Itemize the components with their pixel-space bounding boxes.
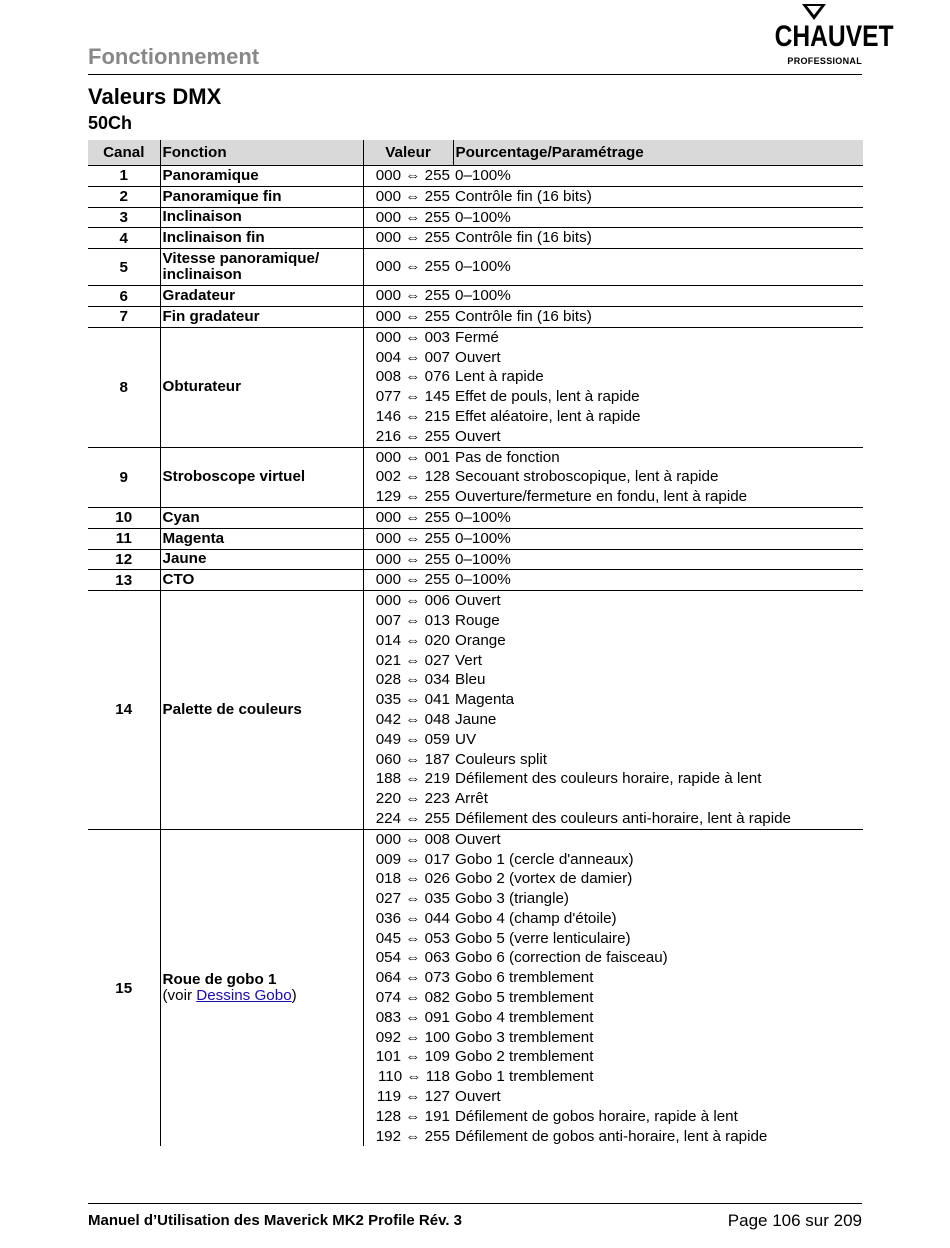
parametrage-cell [453,186,863,207]
value-description: Défilement des couleurs horaire, rapide à lent [455,770,762,788]
fonction-label: Obturateur [162,378,241,396]
value-description: 0–100% [455,167,511,184]
valeur-cell [363,591,453,830]
canal-cell: 11 [88,528,160,549]
valeur-cell [363,166,453,187]
value-description: Ouverture/fermeture en fondu, lent à rapide [455,488,748,506]
table-row [88,591,863,830]
table-row [88,186,863,207]
table-row [88,447,863,507]
header-canal: Canal [88,140,160,166]
fonction-label: Panoramique fin [162,187,282,205]
value-range: 129 ⇔ 255 [375,488,450,506]
value-range: 077 ⇔ 145 [375,388,450,406]
fonction-cell [160,228,363,249]
value-description: Gobo 5 tremblement [455,989,594,1007]
canal-cell: 3 [88,207,160,228]
value-description: Contrôle fin (16 bits) [455,187,592,205]
value-range: 216 ⇔ 255 [375,427,450,445]
value-range: 036 ⇔ 044 [375,909,450,927]
value-description: 0–100% [455,287,511,305]
fonction-label: Fin gradateur [162,307,260,325]
value-range: 101 ⇔ 109 [375,1048,450,1066]
fonction-cell [160,166,363,187]
fonction-label: Palette de couleurs [162,700,302,718]
canal-cell: 5 [88,249,160,286]
fonction-label: Jaune [162,550,207,568]
canal-cell: 8 [88,327,160,447]
fonction-note-suffix: ) [291,987,297,1005]
valeur-cell [363,570,453,591]
value-range: 007 ⇔ 013 [375,611,450,629]
table-row [88,249,863,286]
value-range: 064 ⇔ 073 [375,969,450,987]
value-description: 0–100% [455,258,511,276]
valeur-cell [363,286,453,307]
value-description: Gobo 1 tremblement [455,1068,594,1086]
value-description: Gobo 2 tremblement [455,1048,594,1066]
fonction-label: Inclinaison fin [162,229,265,247]
value-description: Défilement de gobos horaire, rapide à lent [455,1107,738,1125]
value-description: Gobo 1 (cercle d'anneaux) [455,850,634,868]
value-range: 000 ⇔ 255 [375,167,450,184]
canal-cell: 13 [88,570,160,591]
valeur-cell [363,549,453,570]
fonction-cell [160,549,363,570]
value-description: Fermé [455,328,499,346]
canal-cell: 7 [88,306,160,327]
valeur-cell [363,327,453,447]
value-range: 002 ⇔ 128 [375,468,450,486]
header-fonction: Fonction [160,140,363,166]
fonction-cell [160,306,363,327]
value-description: Contrôle fin (16 bits) [455,229,592,247]
value-range: 146 ⇔ 215 [375,407,450,425]
table-row [88,327,863,447]
parametrage-cell [453,447,863,507]
table-row [88,207,863,228]
valeur-cell [363,207,453,228]
value-range: 000 ⇔ 255 [375,258,450,276]
table-row [88,829,863,1146]
fonction-label: Inclinaison [162,208,242,226]
value-description: 0–100% [455,550,511,568]
parametrage-cell [453,327,863,447]
value-range: 000 ⇔ 006 [375,592,450,610]
value-range: 035 ⇔ 041 [375,691,450,709]
section-title: Fonctionnement [88,44,260,69]
value-range: 021 ⇔ 027 [375,651,450,669]
value-range: 004 ⇔ 007 [375,348,450,366]
canal-cell: 1 [119,167,128,185]
value-range: 000 ⇔ 255 [375,229,450,247]
valeur-cell [363,447,453,507]
value-description: Arrêt [455,790,488,808]
parametrage-cell [453,829,863,1146]
value-range: 000 ⇔ 008 [375,830,450,848]
value-description: Ouvert [455,830,501,848]
footer-page-number: Page 106 sur 209 [727,1211,862,1230]
value-range: 110 ⇔ 118 [377,1068,450,1086]
parametrage-cell [453,528,863,549]
table-row [88,570,863,591]
header-valeur: Valeur [363,140,453,166]
value-description: Magenta [455,691,515,709]
value-range: 000 ⇔ 255 [375,529,450,547]
fonction-label: Gradateur [162,287,236,305]
value-range: 049 ⇔ 059 [375,730,450,748]
dmx-table [88,140,863,1146]
value-range: 000 ⇔ 255 [375,571,450,589]
value-range: 224 ⇔ 255 [375,809,450,827]
fonction-label: Roue de gobo 1 [162,971,277,989]
value-description: Gobo 5 (verre lenticulaire) [455,929,631,947]
table-row [88,286,863,307]
fonction-cell [160,186,363,207]
value-description: Gobo 4 tremblement [455,1008,594,1026]
gobo-drawings-link[interactable]: Dessins Gobo [196,987,292,1005]
value-description: Gobo 6 tremblement [455,969,594,987]
value-range: 083 ⇔ 091 [375,1008,450,1026]
value-range: 000 ⇔ 255 [375,287,450,305]
fonction-cell [160,570,363,591]
fonction-cell [160,207,363,228]
value-description: UV [455,730,477,748]
canal-cell: 10 [88,507,160,528]
value-description: Vert [455,651,483,669]
value-description: Gobo 3 (triangle) [455,890,569,908]
valeur-cell [363,228,453,249]
page-title: Valeurs DMX [88,84,222,109]
value-range: 060 ⇔ 187 [375,750,450,768]
value-description: Gobo 3 tremblement [455,1028,594,1046]
value-description: 0–100% [455,529,511,547]
fonction-note-prefix: (voir [162,987,197,1005]
value-range: 000 ⇔ 255 [375,508,450,526]
valeur-cell [363,186,453,207]
value-range: 009 ⇔ 017 [375,850,450,868]
value-range: 042 ⇔ 048 [375,710,450,728]
value-range: 028 ⇔ 034 [375,671,450,689]
fonction-cell [160,447,363,507]
fonction-cell [160,327,363,447]
canal-cell: 6 [88,286,160,307]
canal-cell: 2 [88,186,160,207]
fonction-label: Magenta [162,529,225,547]
table-row [88,306,863,327]
parametrage-cell [453,286,863,307]
value-description: Ouvert [455,592,501,610]
parametrage-cell [453,507,863,528]
page-footer [88,1203,862,1230]
logo-subtext: PROFESSIONAL [787,56,862,66]
value-description: Bleu [455,671,486,689]
page-header [88,20,894,75]
value-range: 054 ⇔ 063 [375,949,450,967]
value-description: Lent à rapide [455,368,544,386]
fonction-cell [160,507,363,528]
parametrage-cell [453,249,863,286]
canal-cell: 9 [88,447,160,507]
value-description: Ouvert [455,1088,501,1106]
value-range: 000 ⇔ 003 [375,328,450,346]
value-range: 000 ⇔ 255 [375,187,450,205]
valeur-cell [363,829,453,1146]
canal-cell: 15 [88,829,160,1146]
canal-cell: 14 [88,591,160,830]
value-range: 188 ⇔ 219 [375,770,450,788]
fonction-label: Stroboscope virtuel [162,468,306,486]
value-description: 0–100% [455,571,511,589]
value-description: 0–100% [455,208,511,226]
value-range: 000 ⇔ 255 [375,307,450,325]
footer-manual-title: Manuel d’Utilisation des Maverick MK2 Profile Rév. 3 [88,1212,462,1229]
value-range: 119 ⇔ 127 [376,1088,450,1106]
fonction-label: CTO [162,571,195,589]
page-subtitle: 50Ch [88,113,133,133]
logo-text: CHAUVET [774,20,894,53]
table-row [88,166,863,187]
chauvet-logo [766,4,894,70]
valeur-cell [363,507,453,528]
parametrage-cell [453,549,863,570]
value-description: Contrôle fin (16 bits) [455,307,592,325]
value-description: Effet aléatoire, lent à rapide [455,407,641,425]
table-row [88,507,863,528]
value-description: Secouant stroboscopique, lent à rapide [455,468,719,486]
table-row [88,228,863,249]
table-row [88,528,863,549]
logo-mark-icon [802,4,826,20]
table-body [88,166,863,1147]
value-description: Couleurs split [455,750,548,768]
fonction-label: Cyan [162,508,200,526]
value-description: Ouvert [455,348,501,366]
value-range: 027 ⇔ 035 [375,890,450,908]
value-description: Gobo 4 (champ d'étoile) [455,909,617,927]
value-range: 092 ⇔ 100 [375,1028,450,1046]
table-row [88,549,863,570]
valeur-cell [363,528,453,549]
parametrage-cell [453,570,863,591]
value-range: 008 ⇔ 076 [375,368,450,386]
value-description: Gobo 2 (vortex de damier) [455,870,633,888]
value-description: Défilement des couleurs anti-horaire, lent à rapide [455,809,791,827]
value-range: 192 ⇔ 255 [375,1127,450,1145]
parametrage-cell [453,591,863,830]
table-header-row [88,140,863,166]
value-description: Rouge [455,611,500,629]
value-description: 0–100% [455,508,511,526]
value-range: 000 ⇔ 255 [375,208,450,226]
value-description: Défilement de gobos anti-horaire, lent à rapide [455,1127,768,1145]
fonction-cell [160,591,363,830]
value-description: Ouvert [455,427,501,445]
value-range: 000 ⇔ 001 [375,448,450,466]
valeur-cell [363,249,453,286]
header-parametrage: Pourcentage/Paramétrage [453,140,863,166]
value-range: 045 ⇔ 053 [375,929,450,947]
value-description: Jaune [455,710,497,728]
value-range: 220 ⇔ 223 [375,790,450,808]
fonction-label: Panoramique [162,166,259,184]
fonction-cell [160,249,363,286]
value-range: 074 ⇔ 082 [375,989,450,1007]
fonction-cell [160,286,363,307]
value-description: Effet de pouls, lent à rapide [455,388,640,406]
canal-cell: 4 [88,228,160,249]
parametrage-cell [453,228,863,249]
fonction-cell [160,829,363,1146]
value-description: Pas de fonction [455,448,560,466]
value-description: Orange [455,631,506,649]
value-range: 000 ⇔ 255 [375,550,450,568]
parametrage-cell [453,306,863,327]
parametrage-cell [453,166,863,187]
value-description: Gobo 6 (correction de faisceau) [455,949,668,967]
value-range: 128 ⇔ 191 [375,1107,450,1125]
value-range: 018 ⇔ 026 [375,870,450,888]
fonction-label: Vitesse panoramique/ inclinaison [162,250,320,284]
canal-cell: 12 [88,549,160,570]
fonction-cell [160,528,363,549]
valeur-cell [363,306,453,327]
parametrage-cell [453,207,863,228]
value-range: 014 ⇔ 020 [375,631,450,649]
